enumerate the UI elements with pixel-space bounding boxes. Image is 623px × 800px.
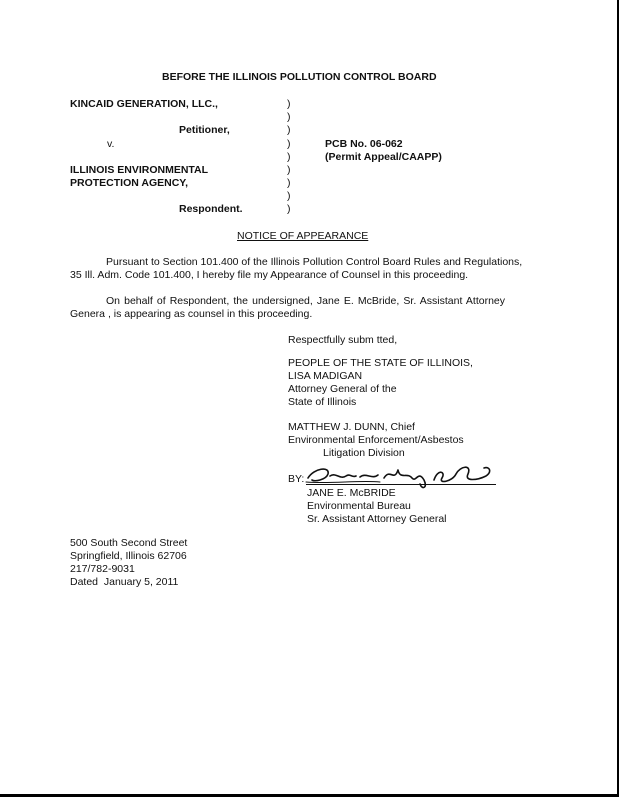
paren: ) xyxy=(287,98,291,110)
paragraph-1-line-2: 35 Ill. Adm. Code 101.400, I hereby file my Appearance of Counsel in this proceeding. xyxy=(70,269,469,281)
paren: ) xyxy=(287,190,291,202)
attorney-general-state: State of Illinois xyxy=(288,396,357,408)
paren: ) xyxy=(287,151,291,163)
petitioner-role: Petitioner, xyxy=(179,124,230,136)
paragraph-2-line-2: Genera , is appearing as counsel in this proceeding. xyxy=(70,308,313,320)
chief-division-2: Litigation Division xyxy=(323,447,405,459)
by-label: BY: xyxy=(288,473,305,485)
paren: ) xyxy=(287,164,291,176)
paren: ) xyxy=(287,177,291,189)
respondent-role: Respondent. xyxy=(179,203,243,215)
paren: ) xyxy=(287,138,291,150)
respondent-name-line1: ILLINOIS ENVIRONMENTAL xyxy=(70,164,209,176)
case-type: (Permit Appeal/CAAPP) xyxy=(325,151,442,163)
closing: Respectfully subm tted, xyxy=(288,334,398,346)
board-heading: BEFORE THE ILLINOIS POLLUTION CONTROL BOARD xyxy=(162,71,437,83)
attorney-general-name: LISA MADIGAN xyxy=(288,370,363,382)
versus-label: v. xyxy=(107,138,115,150)
address-phone: 217/782-9031 xyxy=(70,563,135,575)
chief-division: Environmental Enforcement/Asbestos xyxy=(288,434,464,446)
paren: ) xyxy=(287,111,291,123)
petitioner-name: KINCAID GENERATION, LLC., xyxy=(70,98,218,110)
address-city: Springfield, Illinois 62706 xyxy=(70,550,187,562)
paren: ) xyxy=(287,124,291,136)
paren: ) xyxy=(287,203,291,215)
attorney-general-title: Attorney General of the xyxy=(288,383,397,395)
case-number: PCB No. 06-062 xyxy=(325,138,403,150)
paragraph-1-line-1: Pursuant to Section 101.400 of the Illinois Pollution Control Board Rules and Regulations, xyxy=(106,256,523,268)
paragraph-2-line-1: On behalf of Respondent, the undersigned, Jane E. McBride, Sr. Assistant Attorney xyxy=(106,295,506,307)
respondent-name-line2: PROTECTION AGENCY, xyxy=(70,177,189,189)
chief-name: MATTHEW J. DUNN, Chief xyxy=(288,421,415,433)
signer-bureau: Environmental Bureau xyxy=(307,500,411,512)
signer-title: Sr. Assistant Attorney General xyxy=(307,513,447,525)
address-street: 500 South Second Street xyxy=(70,537,188,549)
people-line: PEOPLE OF THE STATE OF ILLINOIS, xyxy=(288,357,473,369)
signer-name: JANE E. McBRIDE xyxy=(307,487,396,499)
notice-title: NOTICE OF APPEARANCE xyxy=(237,230,369,242)
date-line: Dated January 5, 2011 xyxy=(70,576,179,588)
